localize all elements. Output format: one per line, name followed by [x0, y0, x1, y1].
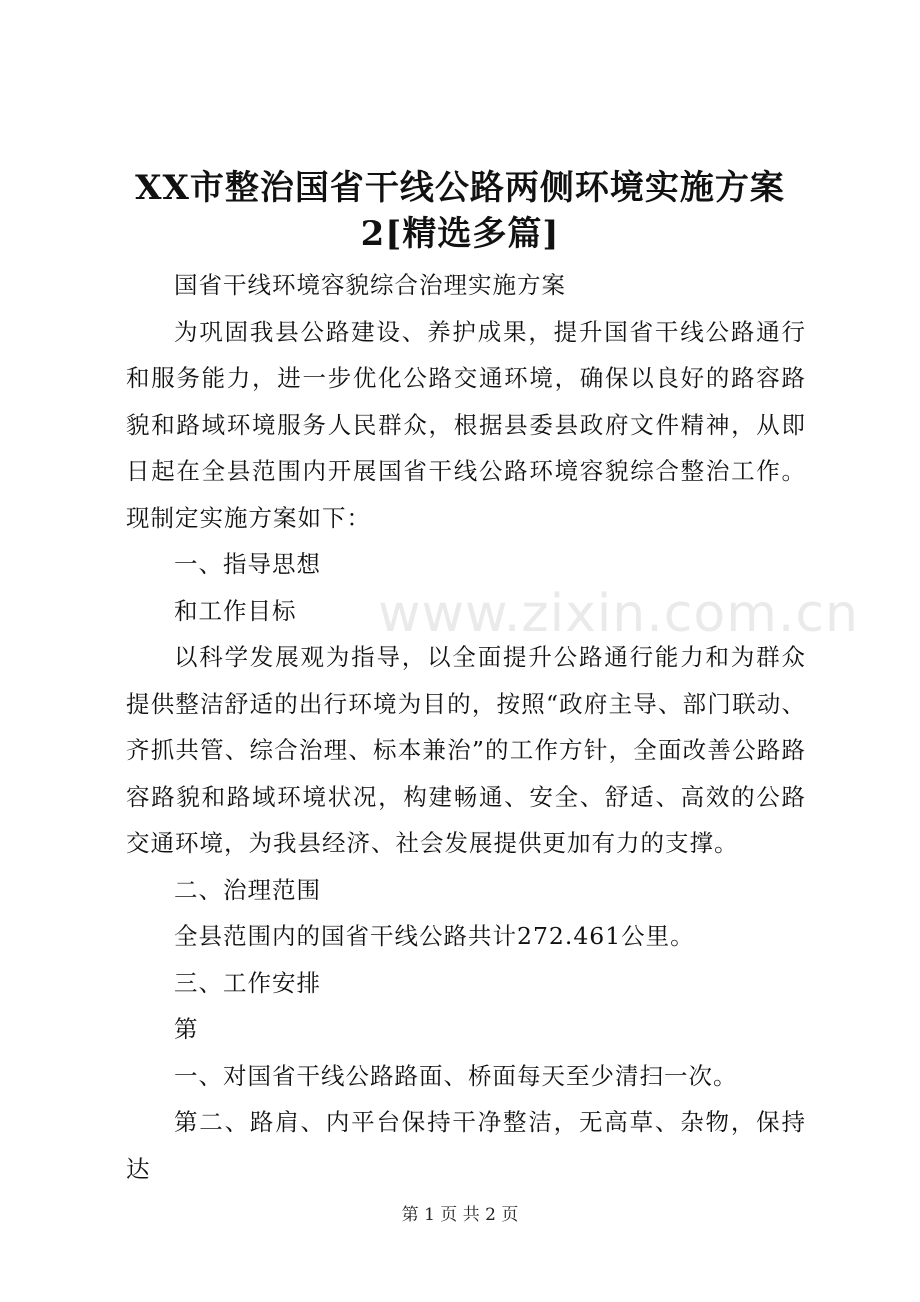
paragraph-first-label: 第	[174, 1015, 199, 1043]
paragraph-intro: 为巩固我县公路建设、养护成果，提升国省干线公路通行和服务能力，进一步优化公路交通环境，确保以良好的路容路貌和路域环境服务人民群众，根据县委县政府文件精神，从即日起在全县范围内开展国省干线公路环境容貌综合整治工作。现制定实施方案如下：	[126, 317, 806, 532]
page-footer: 第 1 页 共 2 页	[401, 1205, 519, 1225]
document-title-line-2: 2[精选多篇]	[360, 214, 560, 254]
heading-guiding-thought: 一、指导思想	[174, 550, 321, 578]
heading-scope: 二、治理范围	[174, 875, 321, 904]
paragraph-item-2: 第二、路肩、内平台保持干净整洁，无高草、杂物，保持达	[126, 1108, 806, 1183]
heading-work-goal: 和工作目标	[174, 596, 297, 625]
paragraph-guidance: 以科学发展观为指导，以全面提升公路通行能力和为群众提供整洁舒适的出行环境为目的，按照“政府主导、部门联动、齐抓共管、综合治理、标本兼治”的工作方针，全面改善公路路容路貌和路域环境状况，构建畅通、安全、舒适、高效的公路交通环境，为我县经济、社会发展提供更加有力的支撑。	[126, 643, 806, 857]
paragraph-scope: 全县范围内的国省干线公路共计272.461公里。	[174, 922, 695, 950]
watermark: www.zixin.com.cn	[378, 584, 859, 644]
document-body	[126, 262, 806, 1192]
paragraph-plan-name: 国省干线环境容貌综合治理实施方案	[174, 271, 566, 299]
paragraph-item-1: 一、对国省干线公路路面、桥面每天至少清扫一次。	[174, 1061, 738, 1090]
document-title-line-1: XX市整治国省干线公路两侧环境实施方案	[135, 168, 785, 208]
heading-work-arrangement: 三、工作安排	[174, 968, 321, 997]
